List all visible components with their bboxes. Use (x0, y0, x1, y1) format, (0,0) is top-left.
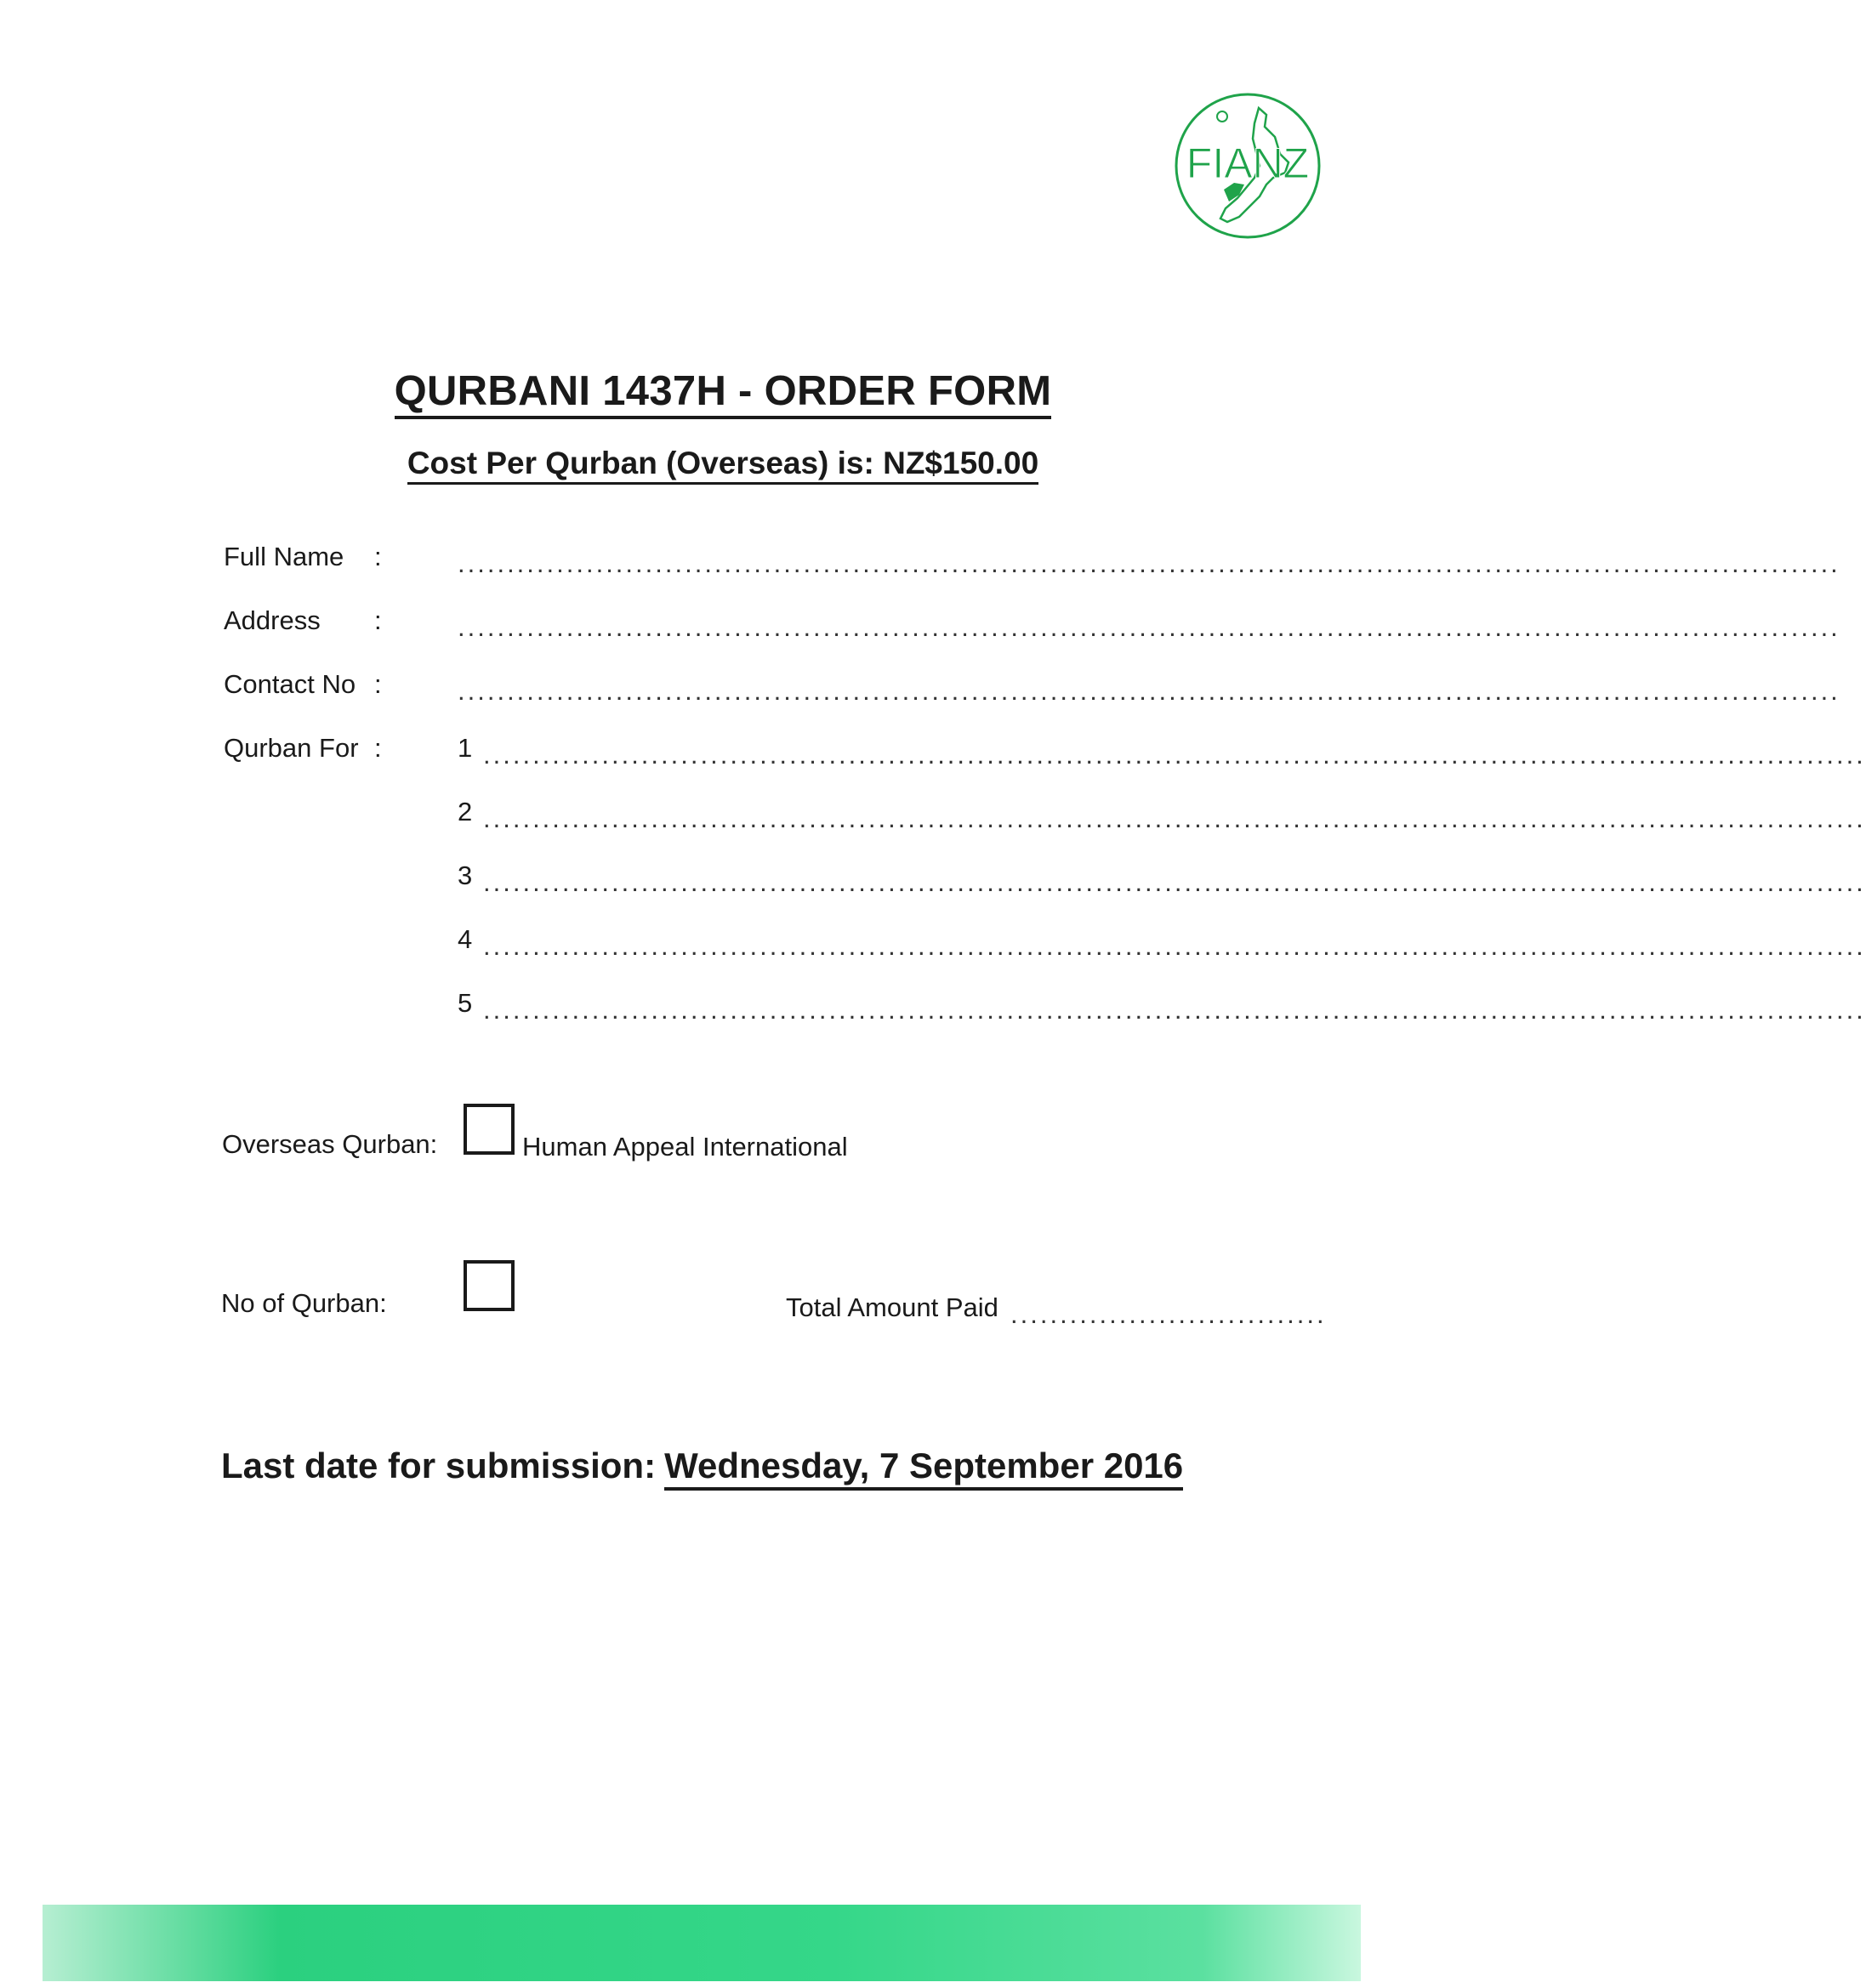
form-title: QURBANI 1437H - ORDER FORM (0, 367, 1446, 415)
qurban-for-line[interactable]: ............................................................................................................................................ (483, 931, 1866, 961)
full-name-label: Full Name (224, 542, 344, 571)
qurban-for-line[interactable]: ............................................................................................................................................ (483, 867, 1866, 897)
qurban-for-number: 4 (458, 924, 473, 954)
logo-text: FIANZ (1186, 139, 1310, 187)
address-label: Address (224, 605, 321, 635)
cost-per-qurban: Cost Per Qurban (Overseas) is: NZ$150.00 (0, 446, 1446, 481)
qurban-for-number: 5 (458, 988, 473, 1018)
deadline-date: Wednesday, 7 September 2016 (664, 1446, 1183, 1491)
qurban-for-colon: : (374, 733, 382, 763)
address-field[interactable]: ............................................................................................................................................ (458, 612, 1840, 642)
deadline-label: Last date for submission: (221, 1446, 657, 1485)
no-of-qurban-label: No of Qurban: (221, 1288, 387, 1318)
qurban-for-number: 3 (458, 861, 473, 890)
qurban-for-line[interactable]: ............................................................................................................................................ (483, 995, 1866, 1025)
overseas-qurban-label: Overseas Qurban: (222, 1129, 438, 1159)
no-of-qurban-box[interactable] (464, 1260, 515, 1311)
contact-no-colon: : (374, 669, 382, 699)
total-amount-label: Total Amount Paid (786, 1292, 998, 1322)
total-amount-field[interactable]: ................................ (1010, 1299, 1327, 1329)
full-name-colon: : (374, 542, 382, 571)
qurban-for-line[interactable]: ............................................................................................................................................ (483, 804, 1866, 833)
full-name-field[interactable]: ............................................................................................................................................ (458, 548, 1840, 578)
footer-green-band (43, 1905, 1361, 1981)
address-colon: : (374, 605, 382, 635)
human-appeal-label: Human Appeal International (522, 1132, 848, 1162)
fianz-logo (1171, 89, 1324, 242)
submission-deadline (221, 1446, 1183, 1486)
contact-no-label: Contact No (224, 669, 356, 699)
qurban-for-number: 2 (458, 797, 473, 826)
qurban-for-number: 1 (458, 733, 473, 763)
qurban-for-label: Qurban For (224, 733, 359, 763)
human-appeal-checkbox[interactable] (464, 1104, 515, 1155)
contact-no-field[interactable]: ............................................................................................................................................ (458, 676, 1840, 706)
qurban-for-line[interactable]: ............................................................................................................................................ (483, 740, 1866, 770)
